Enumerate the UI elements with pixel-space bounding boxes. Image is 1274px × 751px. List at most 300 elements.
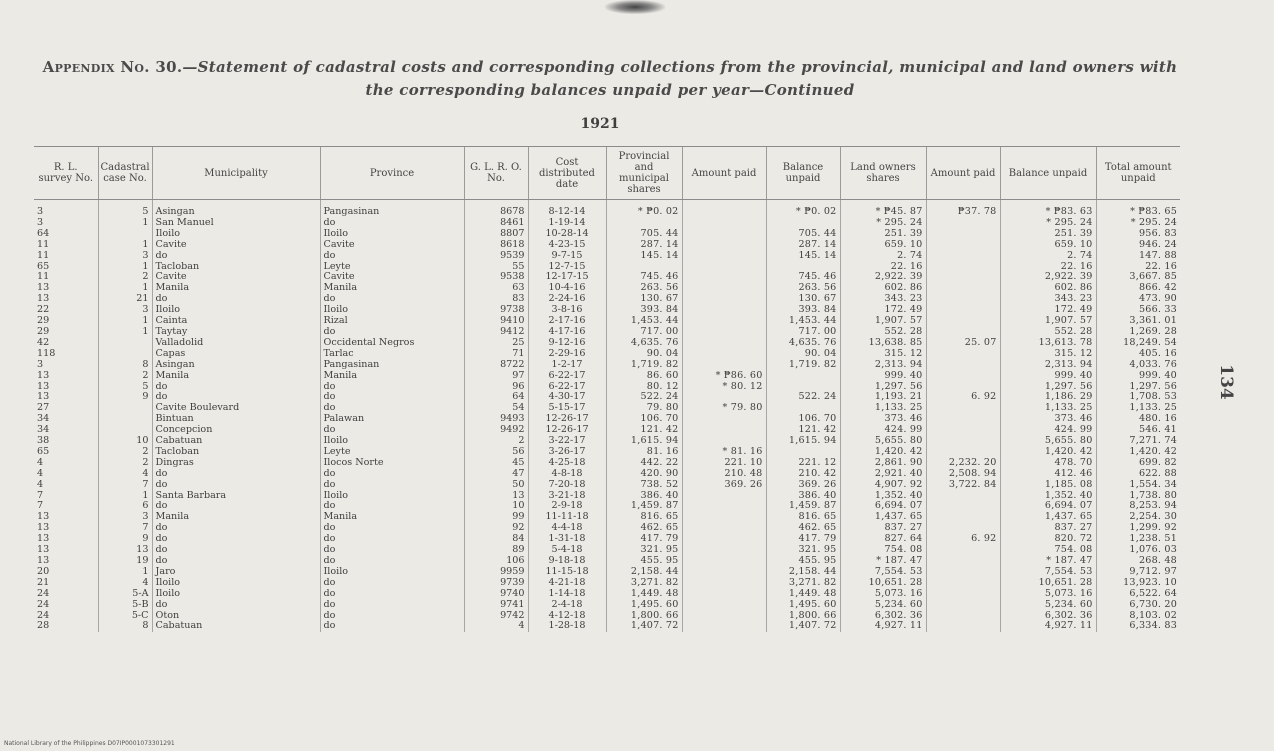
table-cell: 1,185. 08 (1000, 480, 1096, 491)
table-cell: Tacloban (152, 262, 320, 273)
table-cell: * 81. 16 (682, 447, 766, 458)
table-cell: do (320, 556, 464, 567)
table-row (34, 200, 1180, 218)
table-cell: 7,554. 53 (1000, 567, 1096, 578)
table-cell: 4 (464, 621, 528, 632)
table-cell: 24 (37, 599, 50, 610)
table-cell: 321. 95 (606, 545, 682, 556)
column-header: Amount paid (926, 147, 1000, 200)
table-cell: 2,158. 44 (606, 567, 682, 578)
table-cell: 1,459. 87 (606, 501, 682, 512)
table-cell: 24 (37, 610, 50, 621)
table-cell: 27 (37, 403, 50, 414)
table-cell: 11 (37, 250, 50, 261)
table-cell: 13 (37, 370, 50, 381)
table-cell: 13 (37, 294, 50, 305)
table-cell (98, 414, 152, 425)
table-cell: 1 (98, 240, 152, 251)
table-cell: 4-17-16 (528, 327, 606, 338)
table-cell: Oton (152, 611, 320, 622)
table-cell (682, 545, 766, 556)
table-cell: 1,352. 40 (840, 491, 926, 502)
table-cell: 97 (464, 371, 528, 382)
table-cell: 315. 12 (840, 349, 926, 360)
table-cell: 263. 56 (606, 283, 682, 294)
table-cell: 9539 (464, 251, 528, 262)
column-header: Total amount unpaid (1096, 147, 1180, 200)
table-row (34, 305, 1180, 316)
table-cell: 866. 42 (1096, 283, 1180, 294)
table-cell: 2 (98, 447, 152, 458)
table-cell: 21 (37, 577, 50, 588)
table-cell: 1,437. 65 (1000, 512, 1096, 523)
table-cell: Ilocos Norte (320, 458, 464, 469)
table-cell: 8461 (464, 218, 528, 229)
table-row (34, 469, 1180, 480)
table-row (34, 283, 1180, 294)
table-cell: 4 (37, 468, 44, 479)
table-cell: 64 (464, 392, 528, 403)
table-cell: 8807 (464, 229, 528, 240)
table-cell (682, 578, 766, 589)
table-cell: 1,133. 25 (1096, 403, 1180, 414)
table-row (34, 556, 1180, 567)
column-header: Provincial and municipal shares (606, 147, 682, 200)
table-cell: 10-28-14 (528, 229, 606, 240)
table-cell: 4,927. 11 (1000, 621, 1096, 632)
table-cell (682, 229, 766, 240)
binding-shadow (605, 0, 665, 14)
table-cell: 3 (98, 512, 152, 523)
table-cell: * 187. 47 (840, 556, 926, 567)
table-cell: 251. 39 (840, 229, 926, 240)
table-cell: 121. 42 (606, 425, 682, 436)
table-cell: 393. 84 (606, 305, 682, 316)
table-cell: 2-9-18 (528, 501, 606, 512)
table-cell: Cabatuan (152, 621, 320, 632)
table-cell: 3,722. 84 (926, 480, 1000, 491)
table-cell (98, 349, 152, 360)
table-cell: 54 (464, 403, 528, 414)
table-row (34, 272, 1180, 283)
table-cell (682, 534, 766, 545)
table-cell: 5,234. 60 (1000, 600, 1096, 611)
table-cell: 13,613. 78 (1000, 338, 1096, 349)
table-cell: do (152, 556, 320, 567)
table-cell: 745. 46 (766, 272, 840, 283)
table-cell (926, 556, 1000, 567)
table-cell: Iloilo (152, 589, 320, 600)
table-cell: 2 (464, 436, 528, 447)
table-cell: 820. 72 (1000, 534, 1096, 545)
table-cell: 1,800. 66 (766, 611, 840, 622)
table-cell: 462. 65 (766, 523, 840, 534)
table-cell (926, 316, 1000, 327)
table-cell: 45 (464, 458, 528, 469)
table-cell: 13 (37, 392, 50, 403)
table-cell: 9739 (464, 578, 528, 589)
table-cell: 1,407. 72 (606, 621, 682, 632)
table-cell: 837. 27 (840, 523, 926, 534)
table-cell: 9 (98, 534, 152, 545)
table-cell: 4-23-15 (528, 240, 606, 251)
table-cell (926, 600, 1000, 611)
table-cell: 1 (98, 567, 152, 578)
table-cell: * ₱0. 02 (606, 200, 682, 218)
table-cell: 4,635. 76 (606, 338, 682, 349)
table-cell: 5-4-18 (528, 545, 606, 556)
table-cell: 1 (98, 218, 152, 229)
table-cell: Asingan (152, 200, 320, 218)
table-cell: do (152, 523, 320, 534)
table-cell: 1 (98, 262, 152, 273)
table-cell: 172. 49 (840, 305, 926, 316)
table-cell: 12-7-15 (528, 262, 606, 273)
table-cell: Manila (152, 283, 320, 294)
table-cell: 478. 70 (1000, 458, 1096, 469)
table-cell: Cavite (152, 240, 320, 251)
table-row (34, 567, 1180, 578)
table-row (34, 501, 1180, 512)
table-cell: 1 (98, 327, 152, 338)
table-cell: 455. 95 (606, 556, 682, 567)
table-header-row (34, 147, 1180, 200)
table-cell: 6,334. 83 (1096, 621, 1180, 632)
table-row (34, 523, 1180, 534)
table-cell: 7-20-18 (528, 480, 606, 491)
table-cell: 4 (98, 469, 152, 480)
table-cell: * 295. 24 (1000, 218, 1096, 229)
column-header: Land owners shares (840, 147, 926, 200)
table-cell: 13 (37, 283, 50, 294)
table-cell: 106 (464, 556, 528, 567)
table-cell: 552. 28 (840, 327, 926, 338)
table-cell: 12-26-17 (528, 414, 606, 425)
table-cell: 5,073. 16 (1000, 589, 1096, 600)
table-cell: 10 (464, 501, 528, 512)
table-cell: 9741 (464, 600, 528, 611)
table-cell (682, 283, 766, 294)
table-cell: 99 (464, 512, 528, 523)
table-row (34, 371, 1180, 382)
table-cell: 1,297. 56 (840, 382, 926, 393)
table-row (34, 414, 1180, 425)
table-cell: 3 (37, 206, 44, 217)
column-header: Cadastral case No. (98, 147, 152, 200)
table-cell (926, 611, 1000, 622)
table-cell: 9492 (464, 425, 528, 436)
table-cell: 5,655. 80 (840, 436, 926, 447)
table-row (34, 262, 1180, 273)
table-cell: 1,800. 66 (606, 611, 682, 622)
table-cell: 1,449. 48 (766, 589, 840, 600)
table-cell: 659. 10 (1000, 240, 1096, 251)
table-cell (926, 294, 1000, 305)
table-cell (926, 589, 1000, 600)
table-cell: 1,238. 51 (1096, 534, 1180, 545)
table-cell: * ₱0. 02 (766, 200, 840, 218)
table-cell: Palawan (320, 414, 464, 425)
table-cell (98, 338, 152, 349)
column-header: Amount paid (682, 147, 766, 200)
table-cell (682, 611, 766, 622)
table-cell: 1,495. 60 (766, 600, 840, 611)
table-cell (926, 371, 1000, 382)
table-cell (926, 251, 1000, 262)
table-cell: 4,907. 92 (840, 480, 926, 491)
table-cell: Tarlac (320, 349, 464, 360)
table-cell: 946. 24 (1096, 240, 1180, 251)
table-cell: 8,253. 94 (1096, 501, 1180, 512)
table-cell (926, 349, 1000, 360)
table-cell: do (320, 382, 464, 393)
column-header: G. L. R. O. No. (464, 147, 528, 200)
table-cell: 2,313. 94 (840, 360, 926, 371)
table-cell: 417. 79 (766, 534, 840, 545)
table-cell: 473. 90 (1096, 294, 1180, 305)
table-cell: 9-12-16 (528, 338, 606, 349)
table-cell (926, 501, 1000, 512)
table-cell: Rizal (320, 316, 464, 327)
table-cell: 1,297. 56 (1000, 382, 1096, 393)
table-cell: 369. 26 (766, 480, 840, 491)
table-cell (926, 272, 1000, 283)
side-page-number: 134 (1215, 364, 1236, 400)
table-cell: Taytay (152, 327, 320, 338)
table-cell: 717. 00 (606, 327, 682, 338)
table-cell: do (320, 392, 464, 403)
table-cell: 34 (37, 414, 50, 425)
table-cell: Cavite (320, 240, 464, 251)
table-cell: 47 (464, 469, 528, 480)
table-cell: 8 (98, 621, 152, 632)
table-cell (926, 403, 1000, 414)
table-cell (682, 392, 766, 403)
table-cell: * ₱83. 63 (1000, 200, 1096, 218)
table-row (34, 480, 1180, 491)
table-cell: 1,449. 48 (606, 589, 682, 600)
table-cell: 5,655. 80 (1000, 436, 1096, 447)
table-cell: do (152, 480, 320, 491)
table-cell: 1,738. 80 (1096, 491, 1180, 502)
table-cell (682, 349, 766, 360)
table-cell: 90. 04 (766, 349, 840, 360)
table-cell: 2 (98, 371, 152, 382)
table-cell: * ₱86. 60 (682, 371, 766, 382)
table-cell: 386. 40 (766, 491, 840, 502)
table-cell: Iloilo (320, 567, 464, 578)
table-cell: 12-17-15 (528, 272, 606, 283)
table-cell: do (320, 327, 464, 338)
table-cell: 424. 99 (840, 425, 926, 436)
table-cell: do (152, 382, 320, 393)
table-cell: 2 (98, 272, 152, 283)
table-cell: Jaro (152, 567, 320, 578)
table-cell: 1-2-17 (528, 360, 606, 371)
table-cell: 3 (37, 359, 44, 370)
table-cell: 106. 70 (766, 414, 840, 425)
table-cell: 13,923. 10 (1096, 578, 1180, 589)
table-cell: 287. 14 (606, 240, 682, 251)
table-cell: 6-22-17 (528, 371, 606, 382)
table-cell: 4-21-18 (528, 578, 606, 589)
table-cell: 79. 80 (606, 403, 682, 414)
table-cell: 420. 90 (606, 469, 682, 480)
table-cell: 3 (98, 305, 152, 316)
table-cell (682, 512, 766, 523)
table-row (34, 294, 1180, 305)
table-cell: 7,271. 74 (1096, 436, 1180, 447)
table-cell: do (320, 251, 464, 262)
table-cell: 7 (98, 523, 152, 534)
table-cell: 2,921. 40 (840, 469, 926, 480)
table-cell: 1,186. 29 (1000, 392, 1096, 403)
table-cell: 172. 49 (1000, 305, 1096, 316)
appendix-caption: —Statement of cadastral costs and corresponding collections from the provincial, municipal and land owners with the corresponding balances unpaid per year—Continued (182, 58, 1178, 99)
table-cell: 816. 65 (766, 512, 840, 523)
table-cell: 42 (37, 337, 50, 348)
table-cell: 251. 39 (1000, 229, 1096, 240)
table-cell (682, 294, 766, 305)
table-cell: 21 (98, 294, 152, 305)
table-cell: 38 (37, 436, 50, 447)
table-cell: do (320, 600, 464, 611)
table-cell: * 187. 47 (1000, 556, 1096, 567)
table-cell: 999. 40 (840, 371, 926, 382)
table-cell: do (152, 534, 320, 545)
table-cell: 221. 10 (682, 458, 766, 469)
table-cell (926, 218, 1000, 229)
table-cell: 8678 (464, 200, 528, 218)
table-cell: do (152, 251, 320, 262)
table-row (34, 491, 1180, 502)
table-cell: 22. 16 (1096, 262, 1180, 273)
table-cell: 28 (37, 621, 50, 632)
table-cell: 2,232. 20 (926, 458, 1000, 469)
table-cell (926, 283, 1000, 294)
table-cell: Dingras (152, 458, 320, 469)
table-cell (682, 556, 766, 567)
table-cell: 13 (37, 381, 50, 392)
table-cell: 263. 56 (766, 283, 840, 294)
table-cell (766, 403, 840, 414)
table-cell: Occidental Negros (320, 338, 464, 349)
table-cell: 145. 14 (766, 251, 840, 262)
table-cell: 145. 14 (606, 251, 682, 262)
table-cell (926, 545, 1000, 556)
table-cell: 29 (37, 316, 50, 327)
table-cell: 2-4-18 (528, 600, 606, 611)
table-cell: 64 (37, 228, 50, 239)
table-row (34, 240, 1180, 251)
table-cell: Bintuan (152, 414, 320, 425)
table-cell (682, 272, 766, 283)
table-cell: 2. 74 (840, 251, 926, 262)
table-cell (926, 327, 1000, 338)
table-cell (682, 338, 766, 349)
table-cell: 1,437. 65 (840, 512, 926, 523)
table-cell: 9412 (464, 327, 528, 338)
table-cell: 1,554. 34 (1096, 480, 1180, 491)
table-cell: 6 (98, 501, 152, 512)
table-cell: 221. 12 (766, 458, 840, 469)
table-cell: 343. 23 (1000, 294, 1096, 305)
table-cell: 106. 70 (606, 414, 682, 425)
table-row (34, 447, 1180, 458)
table-cell: Cabatuan (152, 436, 320, 447)
table-cell: 827. 64 (840, 534, 926, 545)
table-cell: 29 (37, 326, 50, 337)
table-cell: 315. 12 (1000, 349, 1096, 360)
table-cell: Cavite (152, 272, 320, 283)
table-cell: 10-4-16 (528, 283, 606, 294)
table-cell: 6,302. 36 (1000, 611, 1096, 622)
table-cell: 118 (37, 348, 56, 359)
table-cell: 10 (98, 436, 152, 447)
table-cell: do (152, 469, 320, 480)
table-row (34, 600, 1180, 611)
table-cell: 130. 67 (766, 294, 840, 305)
table-cell: Iloilo (320, 436, 464, 447)
table-row (34, 382, 1180, 393)
table-cell (766, 218, 840, 229)
table-cell (926, 305, 1000, 316)
table-cell: 417. 79 (606, 534, 682, 545)
table-cell: 4-30-17 (528, 392, 606, 403)
table-cell: 754. 08 (1000, 545, 1096, 556)
table-cell (682, 436, 766, 447)
table-row (34, 589, 1180, 600)
table-cell (926, 262, 1000, 273)
table-cell: 2,158. 44 (766, 567, 840, 578)
table-cell: 2-24-16 (528, 294, 606, 305)
table-cell: 1-19-14 (528, 218, 606, 229)
table-cell: 11 (37, 239, 50, 250)
table-cell: 9-7-15 (528, 251, 606, 262)
table-cell: 1 (98, 283, 152, 294)
table-cell: 9740 (464, 589, 528, 600)
table-cell: 2,922. 39 (840, 272, 926, 283)
table-cell: 6,302. 36 (840, 611, 926, 622)
table-cell: 2,508. 94 (926, 469, 1000, 480)
table-cell: 11 (37, 272, 50, 283)
table-cell: 999. 40 (1096, 371, 1180, 382)
table-cell: 8 (98, 360, 152, 371)
table-cell: 9959 (464, 567, 528, 578)
table-cell: do (320, 611, 464, 622)
table-row (34, 403, 1180, 414)
table-cell (606, 218, 682, 229)
table-cell: 1 (98, 491, 152, 502)
table-cell: 13 (464, 491, 528, 502)
table-cell: 5 (98, 382, 152, 393)
table-cell: Asingan (152, 360, 320, 371)
table-cell: 2-17-16 (528, 316, 606, 327)
table-cell: 4-12-18 (528, 611, 606, 622)
table-cell: ₱37. 78 (926, 200, 1000, 218)
table-cell: 287. 14 (766, 240, 840, 251)
table-cell: 147. 88 (1096, 251, 1180, 262)
table-cell: 393. 84 (766, 305, 840, 316)
table-cell: 412. 46 (1000, 469, 1096, 480)
table-cell: 63 (464, 283, 528, 294)
table-cell: 1,352. 40 (1000, 491, 1096, 502)
table-cell: San Manuel (152, 218, 320, 229)
table-cell: 369. 26 (682, 480, 766, 491)
table-cell: Leyte (320, 262, 464, 273)
appendix-title (30, 56, 1190, 102)
table-cell (682, 491, 766, 502)
